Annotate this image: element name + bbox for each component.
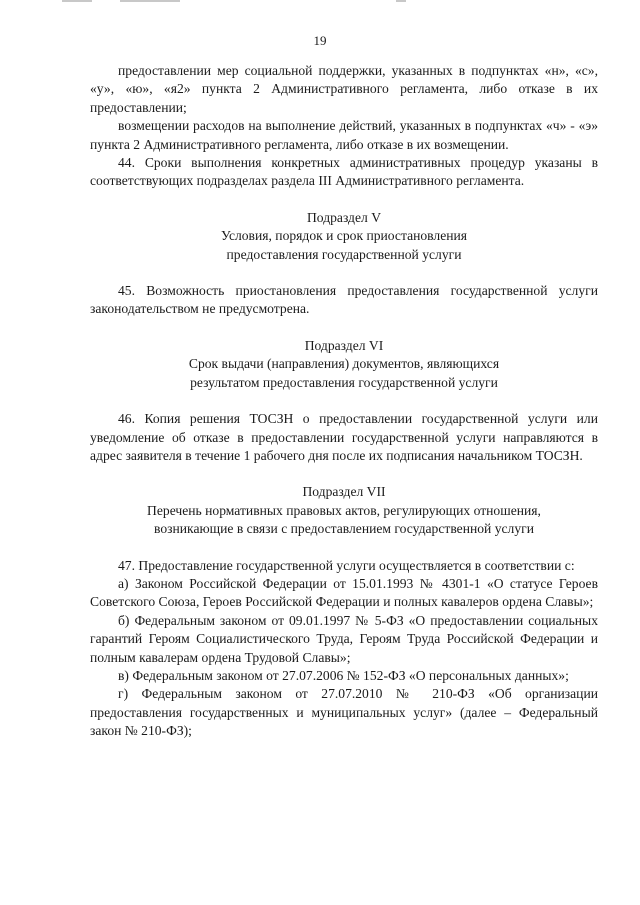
list-item: г) Федеральным законом от 27.07.2010 № 210-ФЗ «Об организации предоставления государственных и муниципальных услуг» (далее – Федеральный закон № 210-ФЗ); [90, 686, 598, 739]
page-number: 19 [313, 33, 327, 48]
section-label: Подраздел V [306, 209, 382, 225]
paragraph: 44. Сроки выполнения конкретных административных процедур указаны в соответствующих подразделах раздела III Административного регламента. [90, 155, 598, 189]
list-item: в) Федеральным законом от 27.07.2006 № 152-ФЗ «О персональных данных»; [118, 667, 569, 683]
section-title: возникающие в связи с предоставлением государственной услуги [154, 521, 534, 537]
scan-artifact [120, 0, 180, 2]
scan-artifact [62, 0, 92, 2]
section-label: Подраздел VI [304, 337, 384, 353]
paragraph: 47. Предоставление государственной услуги осуществляется в соответствии с: [118, 557, 575, 573]
section-title: Условия, порядок и срок приостановления [220, 228, 468, 244]
paragraph: 46. Копия решения ТОСЗН о предоставлении государственной услуги или уведомление об отказе в предоставлении государственной услуги направляются в адрес заявителя в течение 1 рабочего дня после их подписания начальником ТОСЗН. [90, 411, 598, 463]
section-label: Подраздел VII [302, 484, 386, 500]
paragraph: предоставлении мер социальной поддержки, указанных в подпунктах «н», «с», «у», «ю», «я2» пункта 2 Административного регламента, либо отказе в их предоставлении; [90, 63, 598, 115]
section-title: Срок выдачи (направления) документов, являющихся [188, 356, 500, 372]
list-item: б) Федеральным законом от 09.01.1997 № 5-ФЗ «О предоставлении социальных гарантий Героям Социалистического Труда, Героям Труда Российской Федерации и полным кавалерам ордена Трудовой Славы»; [90, 612, 598, 665]
section-title: предоставления государственной услуги [226, 246, 462, 262]
paragraph: 45. Возможность приостановления предоставления государственной услуги законодательством не предусмотрена. [90, 283, 598, 317]
paragraph: возмещении расходов на выполнение действий, указанных в подпунктах «ч» - «э» пункта 2 Административного регламента, либо отказе в их возмещении. [90, 118, 598, 152]
list-item: а) Законом Российской Федерации от 15.01.1993 № 4301-1 «О статусе Героев Советского Союза, Героев Российской Федерации и полных кавалеров ордена Славы»; [90, 575, 598, 610]
section-title: результатом предоставления государственной услуги [190, 374, 498, 390]
scan-artifact [396, 0, 406, 2]
section-title: Перечень нормативных правовых актов, регулирующих отношения, [147, 502, 541, 518]
document-body [90, 62, 598, 741]
